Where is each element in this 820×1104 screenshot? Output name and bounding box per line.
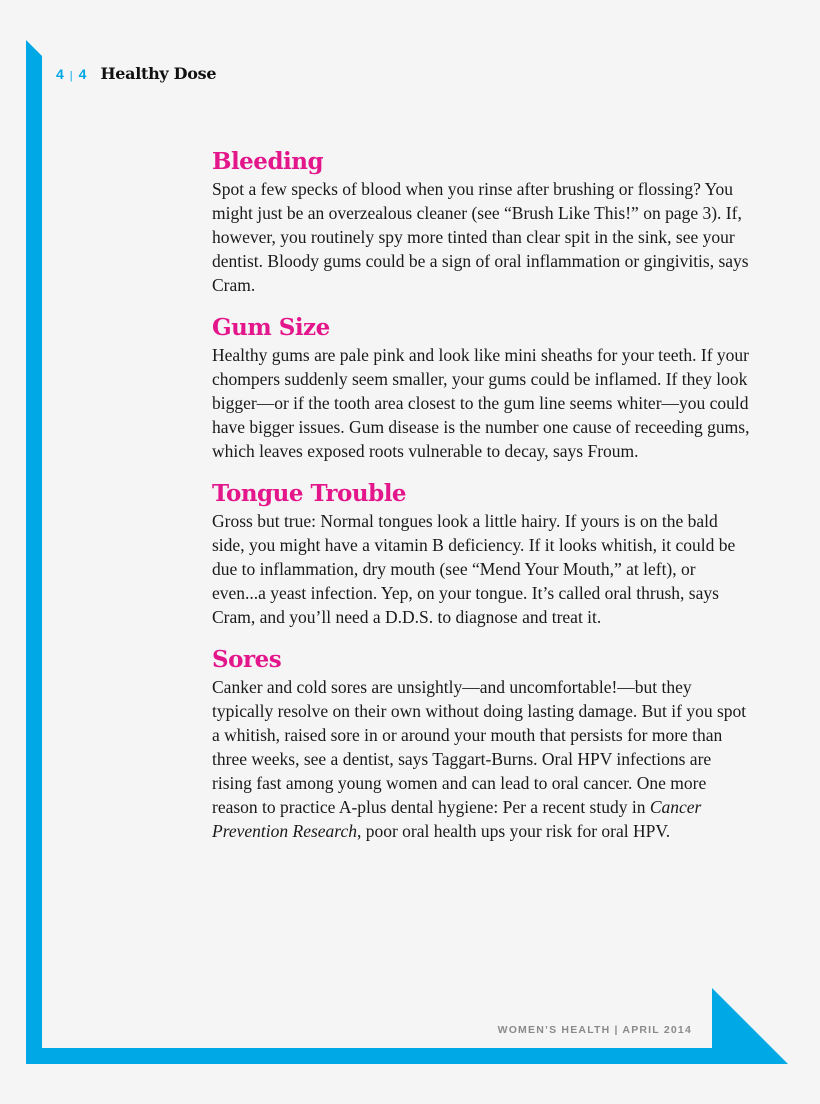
article-section-tongue-trouble: [212, 479, 752, 629]
article-content: [212, 147, 752, 859]
section-body: Healthy gums are pale pink and look like mini sheaths for your teeth. If your chompers suddenly seem smaller, your gums could be inflamed. If they look bigger—or if the tooth area closest to the gum line seems whiter—you could have bigger issues. Gum disease is the number one cause of receeding gums, which leaves exposed roots vulnerable to decay, says Froum.: [212, 345, 750, 461]
body-text-part: Canker and cold sores are unsightly—and uncomfortable!—but they typically resolve on their own without doing lasting damage. But if you spot a whitish, raised sore in or around your mouth that persists for more than three weeks, see a dentist, says Taggart-Burns. Oral HPV infections are rising fast among young women and can lead to oral cancer. One more reason to practice A-plus dental hygiene: Per a recent study in: [212, 677, 747, 817]
journal-title: Cancer Prevention Research: [212, 797, 702, 841]
frame-corner-triangle: [712, 988, 788, 1064]
section-heading: Sores: [212, 646, 282, 673]
section-heading: Bleeding: [212, 148, 324, 175]
article-section-bleeding: [212, 147, 752, 297]
section-title: Healthy Dose: [100, 64, 217, 83]
article-section-sores: [212, 645, 752, 843]
body-text-part: , poor oral health ups your risk for oral HPV.: [356, 821, 671, 841]
page-number-left: 4: [56, 66, 64, 82]
page-number-divider: |: [69, 70, 73, 82]
section-heading: Tongue Trouble: [212, 480, 407, 507]
page-header: [56, 64, 216, 83]
page-number-right: 4: [78, 66, 87, 82]
section-body: Spot a few specks of blood when you rinse after brushing or flossing? You might just be an overzealous cleaner (see “Brush Like This!” on page 3). If, however, you routinely spy more tinted than clear spit in the sink, see your dentist. Bloody gums could be a sign of oral inflammation or gingivitis, says Cram.: [212, 179, 749, 295]
frame-bottom-bar: [26, 1048, 756, 1064]
frame-left-bar: [26, 40, 42, 1064]
section-body: Gross but true: Normal tongues look a little hairy. If yours is on the bald side, you might have a vitamin B deficiency. If it looks whitish, it could be due to inflammation, dry mouth (see “Mend Your Mouth,” at left), or even...a yeast infection. Yep, on your tongue. It’s called oral thrush, says Cram, and you’ll need a D.D.S. to diagnose and treat it.: [212, 511, 736, 627]
section-body: [212, 675, 752, 843]
page-footer: WOMEN’S HEALTH | APRIL 2014: [497, 1024, 692, 1036]
article-section-gum-size: [212, 313, 752, 463]
section-heading: Gum Size: [212, 314, 330, 341]
